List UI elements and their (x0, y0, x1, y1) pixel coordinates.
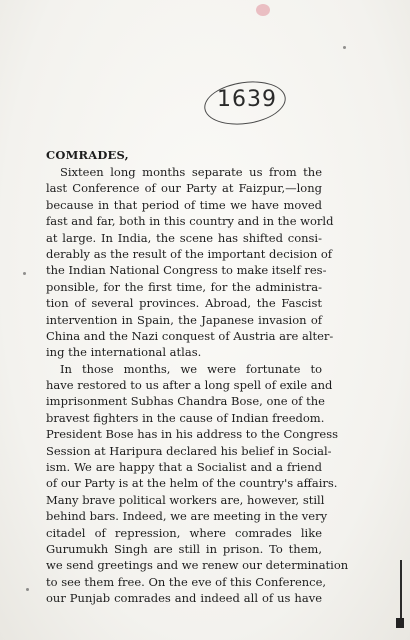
text-line: bravest fighters in the cause of Indian freedom. (46, 410, 325, 425)
text-line: to see them free. On the eve of this Conference, (46, 574, 327, 589)
speck (26, 588, 29, 591)
body-text (46, 164, 349, 607)
text-line: derably as the result of the important decision of (46, 246, 333, 261)
corner-mark (396, 618, 404, 628)
text-line: Gurumukh Singh are still in prison. To them, (46, 541, 322, 556)
text-line: imprisonment Subhas Chandra Bose, one of the (46, 394, 325, 409)
text-line: because in that period of time we have moved (46, 197, 322, 212)
text-line: tion of several provinces. Abroad, the Fascist (46, 296, 322, 311)
red-ink-smudge (256, 4, 270, 16)
text-line: behind bars. Indeed, we are meeting in the very (46, 509, 328, 524)
text-line: In those months, we were fortunate to (60, 361, 322, 376)
text-line: at large. In India, the scene has shifted consi- (46, 230, 322, 245)
text-line: ponsible, for the first time, for the administra- (46, 279, 322, 294)
text-line: the Indian National Congress to make itself res- (46, 263, 327, 278)
text-line: our Punjab comrades and indeed all of us have (46, 591, 322, 606)
text-line: citadel of repression, where comrades like (46, 525, 322, 540)
handwritten-folio-number: 1639 (217, 87, 277, 112)
text-line: Many brave political workers are, however, still (46, 492, 325, 507)
speck (23, 272, 26, 275)
text-line: President Bose has in his address to the Congress (46, 427, 339, 442)
text-line: Session at Haripura declared his belief in Social- (46, 443, 332, 458)
text-line: ism. We are happy that a Socialist and a friend (46, 460, 322, 475)
text-line: China and the Nazi conquest of Austria are alter- (46, 328, 334, 343)
text-line: Sixteen long months separate us from the (60, 165, 322, 179)
text-line: ing the international atlas. (46, 345, 202, 360)
text-line: intervention in Spain, the Japanese invasion of (46, 312, 322, 327)
speck (343, 46, 346, 49)
salutation-heading: COMRADES, (46, 148, 129, 162)
page-edge-mark (398, 560, 404, 620)
text-line: fast and far, both in this country and in the world (46, 214, 334, 229)
text-line: we send greetings and we renew our determination (46, 558, 349, 573)
text-line: of our Party is at the helm of the country's affairs. (46, 476, 338, 491)
text-line: last Conference of our Party at Faizpur,—long (46, 181, 322, 196)
text-line: have restored to us after a long spell of exile and (46, 378, 333, 393)
